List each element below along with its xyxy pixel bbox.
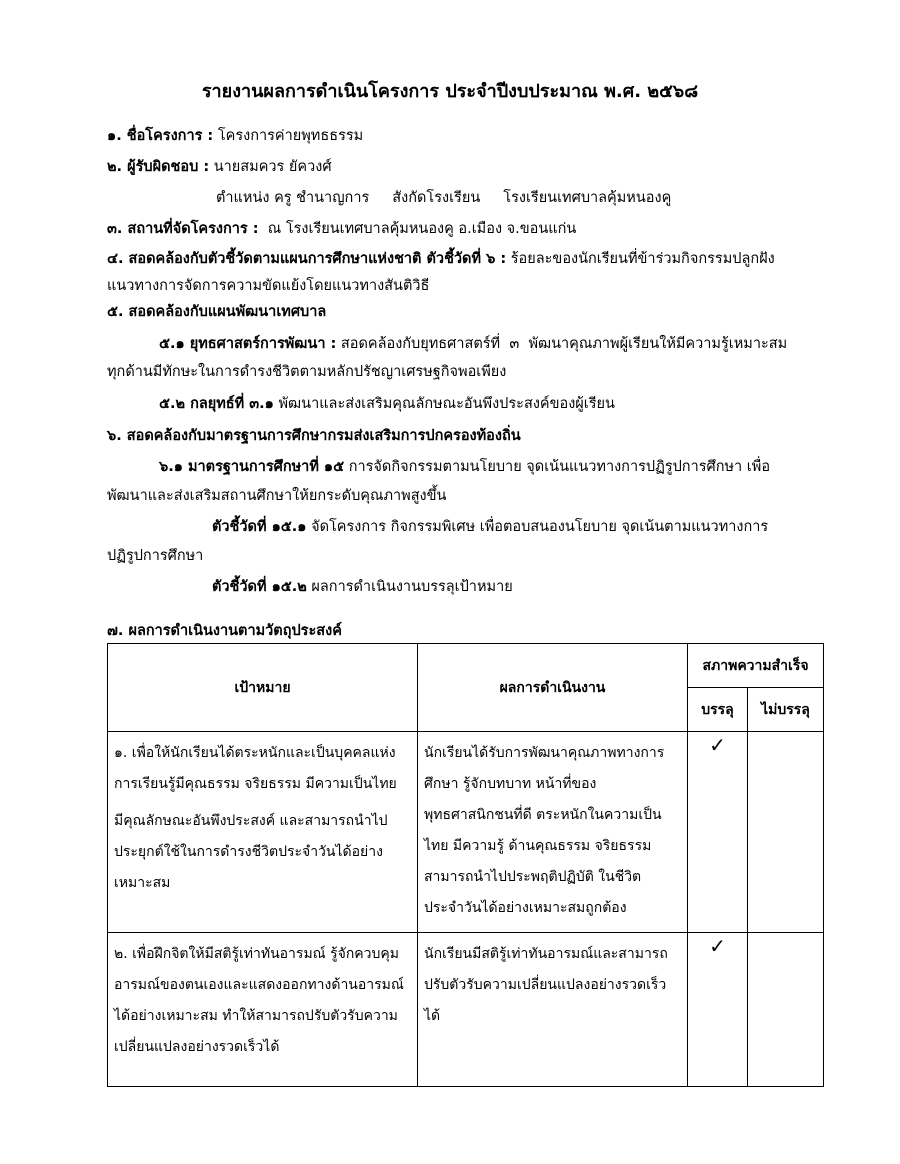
location-label: ๓. สถานที่จัดโครงการ :: [107, 221, 259, 237]
municipal-plan-heading: ๕. สอดคล้องกับแผนพัฒนาเทศบาล: [107, 304, 327, 320]
table-row: [108, 732, 824, 933]
indicator-15-1-text-1: จัดโครงการ กิจกรรมพิเศษ เพื่อตอบสนองนโยบาย จุดเน้นตามแนวทางการ: [306, 519, 769, 535]
responsible-person: นายสมควร ยัควงศ์: [209, 159, 332, 175]
row-2-target-part-1: ๒. เพื่อฝึกจิตให้มีสติรู้เท่าทันอารมณ์ รู้จักควบคุมอารมณ์ของตนเองและแสดงออกทางด้านอารมณ์ได้อย่างเหมาะสม ทำให้สามารถปรับตัวรับความเปลี่ยนแปลงอย่างรวดเร็วได้: [114, 946, 404, 1055]
header-target: เป้าหมาย: [108, 644, 418, 732]
row-1-target-part-2: มีคุณลักษณะอันพึงประสงค์ และสามารถนำไปประยุกต์ใช้ในการดำรงชีวิตประจำวันได้อย่างเหมาะสม: [114, 813, 388, 891]
header-result: ผลการดำเนินงาน: [418, 644, 688, 732]
row-1-result: [418, 732, 688, 933]
strategy-5-1-text-2: ทุกด้านมีทักษะในการดำรงชีวิตตามหลักปรัชญาเศรษฐกิจพอเพียง: [107, 364, 507, 380]
row-1-target-part-1: ๑. เพื่อให้นักเรียนได้ตระหนักและเป็นบุคคลแห่งการเรียนรู้มีคุณธรรม จริยธรรม มีความเป็นไทย: [114, 745, 397, 792]
row-1-not-achieved-mark: [748, 732, 823, 734]
table-header-row: [108, 644, 824, 688]
location-text: ณ โรงเรียนเทศบาลคุ้มหนองคู อ.เมือง จ.ขอนแก่น: [258, 221, 577, 237]
tactic-5-2-line: [159, 394, 615, 414]
table-row: [108, 933, 824, 1087]
results-table: [107, 643, 824, 1087]
row-2-result: [418, 933, 688, 1087]
row-1-achieved: [688, 732, 748, 933]
row-2-result-text: นักเรียนมีสติรู้เท่าทันอารมณ์และสามารถปรับตัวรับความเปลี่ยนแปลงอย่างรวดเร็วได้: [424, 946, 668, 1024]
tactic-5-2-label: ๕.๒ กลยุทธ์ที่ ๓.๑: [159, 396, 274, 412]
education-standard-heading: ๖. สอดคล้องกับมาตรฐานการศึกษากรมส่งเสริมการปกครองท้องถิ่น: [107, 428, 521, 444]
header-status: สภาพความสำเร็จ: [688, 644, 824, 688]
standard-6-1-text-2: พัฒนาและส่งเสริมสถานศึกษาให้ยกระดับคุณภาพสูงขึ้น: [107, 488, 447, 504]
responsible-line: [107, 157, 332, 177]
project-name-line: [107, 126, 363, 146]
national-indicator-text-2: แนวทางการจัดการความขัดแย้งโดยแนวทางสันติวิธี: [107, 278, 430, 294]
strategy-5-1-text-1: สอดคล้องกับยุทธศาสตร์ที่ ๓ พัฒนาคุณภาพผู้เรียนให้มีความรู้เหมาะสม: [336, 336, 788, 352]
strategy-5-1-line: [159, 334, 787, 354]
row-1-target: [108, 732, 418, 933]
header-not-achieved: ไม่บรรลุ: [748, 688, 824, 732]
responsible-label: ๒. ผู้รับผิดชอบ :: [107, 159, 210, 175]
row-1-not-achieved: [748, 732, 824, 933]
standard-6-1-line: [159, 457, 770, 477]
row-1-result-text: นักเรียนได้รับการพัฒนาคุณภาพทางการศึกษา รู้จักบทบาท หน้าที่ของพุทธศาสนิกชนที่ดี ตระหนักในความเป็นไทย มีความรู้ ด้านคุณธรรม จริยธรรมสามารถนำไปประพฤติปฏิบัติ ในชีวิตประจำวันได้อย่างเหมาะสมถูกต้อง: [424, 745, 665, 916]
header-achieved: บรรลุ: [688, 688, 748, 732]
standard-6-1-label: ๖.๑ มาตรฐานการศึกษาที่ ๑๕: [159, 459, 345, 475]
row-2-target: [108, 933, 418, 1087]
row-2-check-icon: ✓: [709, 934, 726, 958]
row-2-achieved: [688, 933, 748, 1087]
indicator-15-1-label: ตัวชี้วัดที่ ๑๕.๑: [212, 519, 307, 535]
national-indicator-label: ๔. สอดคล้องกับตัวชี้วัดตามแผนการศึกษาแห่งชาติ ตัวชี้วัดที่ ๖ :: [107, 251, 507, 267]
indicator-15-1-text-2: ปฏิรูปการศึกษา: [107, 548, 204, 564]
report-title: รายงานผลการดำเนินโครงการ ประจำปีงบประมาณ พ.ศ. ๒๕๖๘: [201, 81, 699, 102]
row-1-check-icon: ✓: [709, 733, 726, 757]
row-2-not-achieved: [748, 933, 824, 1087]
national-indicator-line: [107, 249, 775, 269]
project-name-label: ๑. ชื่อโครงการ :: [107, 128, 214, 144]
project-name: โครงการค่ายพุทธธรรม: [213, 128, 364, 144]
indicator-15-2-line: [212, 577, 513, 597]
strategy-5-1-label: ๕.๑ ยุทธศาสตร์การพัฒนา :: [159, 336, 337, 352]
location-line: [107, 219, 576, 239]
indicator-15-2-label: ตัวชี้วัดที่ ๑๕.๒: [212, 579, 307, 595]
national-indicator-text-1: ร้อยละของนักเรียนที่ข้าร่วมกิจกรรมปลูกฝัง: [506, 251, 775, 267]
tactic-5-2-text: พัฒนาและส่งเสริมคุณลักษณะอันพึงประสงค์ของผู้เรียน: [273, 396, 615, 412]
position-line: ตำแหน่ง ครู ชำนาญการ สังกัดโรงเรียน โรงเรียนเทศบาลคุ้มหนองคู: [216, 190, 672, 206]
indicator-15-2-text: ผลการดำเนินงานบรรลุเป้าหมาย: [306, 579, 513, 595]
row-2-not-achieved-mark: [748, 933, 823, 935]
indicator-15-1-line: [212, 517, 768, 537]
results-heading: ๗. ผลการดำเนินงานตามวัตถุประสงค์: [107, 623, 342, 639]
standard-6-1-text-1: การจัดกิจกรรมตามนโยบาย จุดเน้นแนวทางการปฏิรูปการศึกษา เพื่อ: [344, 459, 771, 475]
